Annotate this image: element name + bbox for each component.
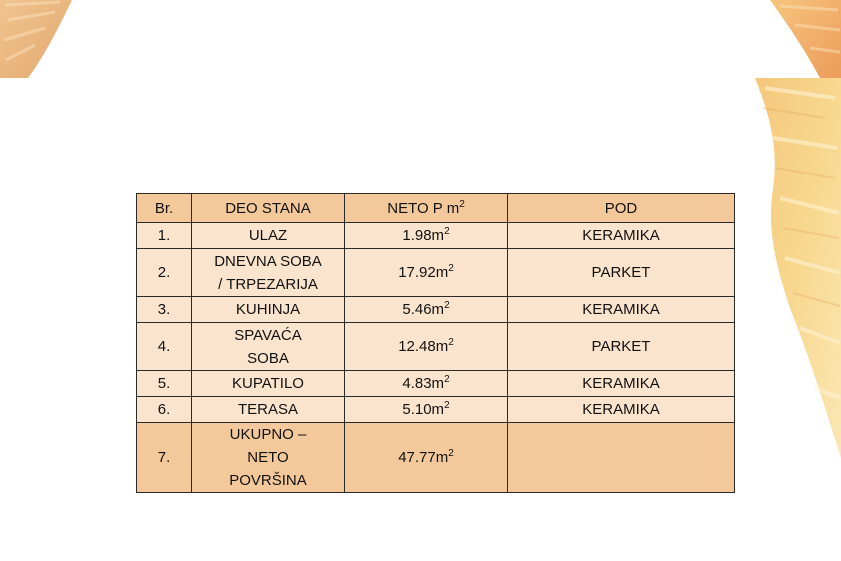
floor-type: PARKET xyxy=(508,323,735,371)
row-number: 4. xyxy=(137,323,192,371)
room-name xyxy=(192,397,345,423)
total-floor-type xyxy=(508,423,735,493)
total-area-sup: 2 xyxy=(448,448,454,459)
apartment-area-table xyxy=(136,193,735,493)
total-label-line: POVRŠINA xyxy=(229,472,307,489)
row-number: 6. xyxy=(137,397,192,423)
room-area-value: 17.92m xyxy=(398,264,449,281)
header-deo-stana: DEO STANA xyxy=(192,194,345,223)
room-area xyxy=(345,223,508,249)
area-table-container xyxy=(136,193,734,493)
room-area xyxy=(345,249,508,297)
room-area-sup: 2 xyxy=(444,226,450,237)
room-area-sup: 2 xyxy=(444,300,450,311)
room-name-line: SOBA xyxy=(247,349,289,367)
room-name xyxy=(192,249,345,297)
total-label xyxy=(192,423,345,493)
table-row xyxy=(137,323,735,371)
header-neto-label: NETO P m xyxy=(387,199,460,217)
room-area xyxy=(345,397,508,423)
brush-decoration-right xyxy=(755,78,841,458)
row-number: 5. xyxy=(137,371,192,397)
row-number: 3. xyxy=(137,297,192,323)
room-area-sup: 2 xyxy=(444,400,450,411)
total-label-line: UKUPNO – xyxy=(229,426,307,443)
table-header-row xyxy=(137,194,735,223)
table-total-row xyxy=(137,423,735,493)
header-br: Br. xyxy=(137,194,192,223)
room-name-line: KUHINJA xyxy=(235,301,301,318)
row-number: 7. xyxy=(137,423,192,493)
table-row xyxy=(137,249,735,297)
room-name xyxy=(192,223,345,249)
room-name-line: / TRPEZARIJA xyxy=(218,275,318,293)
room-area-value: 12.48m xyxy=(398,338,449,355)
room-area xyxy=(345,323,508,371)
room-area-sup: 2 xyxy=(448,337,454,348)
floor-type: KERAMIKA xyxy=(508,397,735,423)
room-name xyxy=(192,297,345,323)
table-row xyxy=(137,397,735,423)
floor-type: KERAMIKA xyxy=(508,297,735,323)
total-area xyxy=(345,423,508,493)
header-pod: POD xyxy=(508,194,735,223)
room-name xyxy=(192,323,345,371)
room-area-sup: 2 xyxy=(444,374,450,385)
room-area-sup: 2 xyxy=(448,263,454,274)
floor-type: KERAMIKA xyxy=(508,223,735,249)
room-name xyxy=(192,371,345,397)
room-name-line: SPAVAĆA xyxy=(234,326,302,344)
table-row xyxy=(137,297,735,323)
room-name-line: KUPATILO xyxy=(232,375,304,392)
row-number: 2. xyxy=(137,249,192,297)
floor-type: PARKET xyxy=(508,249,735,297)
room-area-value: 5.46m xyxy=(402,301,445,318)
room-area xyxy=(345,371,508,397)
brush-decoration-top-left xyxy=(0,0,80,80)
room-area-value: 4.83m xyxy=(402,375,445,392)
total-area-value: 47.77m xyxy=(398,449,449,466)
room-area-value: 1.98m xyxy=(402,227,445,244)
floor-type: KERAMIKA xyxy=(508,371,735,397)
room-area-value: 5.10m xyxy=(402,401,445,418)
header-neto xyxy=(345,194,508,223)
total-label-line: NETO xyxy=(247,449,289,466)
brush-decoration-top-right xyxy=(760,0,841,80)
row-number: 1. xyxy=(137,223,192,249)
room-area xyxy=(345,297,508,323)
header-neto-sup: 2 xyxy=(459,198,465,210)
room-name-line: ULAZ xyxy=(248,227,288,244)
room-name-line: TERASA xyxy=(237,401,298,418)
table-row xyxy=(137,371,735,397)
room-name-line: DNEVNA SOBA xyxy=(214,252,322,270)
table-row xyxy=(137,223,735,249)
